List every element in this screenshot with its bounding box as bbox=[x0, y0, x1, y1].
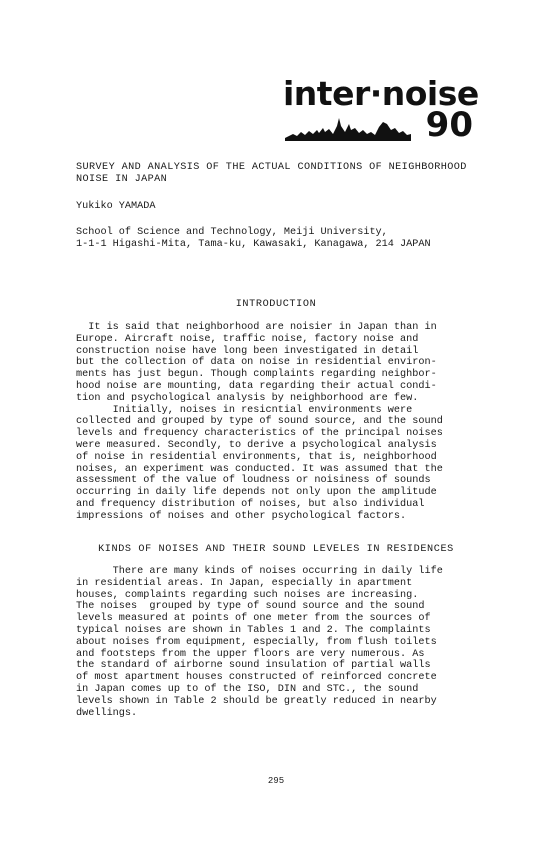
kinds-of-noises-body: There are many kinds of noises occurring in daily life in residential areas. In Japan, especially in apartment houses, complaints regarding such noises are increasing. The noises grouped by type of sound source and the sound levels measured at points of one meter from the sources of typical noises are shown in Tables 1 and 2. The complaints about noises from equipment, especially, from flush toilets and footsteps from the upper floors are very numerous. As the standard of airborne sound insulation of partial walls of most apartment houses constructed of reinforced concrete in Japan comes up to of the ISO, DIN and STC., the sound levels shown in Table 2 should be greatly reduced in nearby dwellings. bbox=[76, 566, 443, 719]
section-heading-introduction: INTRODUCTION bbox=[235, 299, 317, 310]
author-name: Yukiko YAMADA bbox=[76, 201, 156, 212]
author-affiliation: School of Science and Technology, Meiji University, 1-1-1 Higashi-Mita, Tama-ku, Kawasaki, Kanagawa, 214 JAPAN bbox=[76, 227, 431, 250]
logo-year: 90 bbox=[425, 105, 473, 145]
city-skyline-icon bbox=[283, 112, 413, 142]
paper-title: SURVEY AND ANALYSIS OF THE ACTUAL CONDITIONS OF NEIGHBORHOOD NOISE IN JAPAN bbox=[76, 162, 467, 185]
conference-logo bbox=[283, 74, 479, 146]
introduction-body: It is said that neighborhood are noisier in Japan than in Europe. Aircraft noise, traffic noise, factory noise and construction noise have long been investigated in detail but the collection of data on noise in residential environ- ments has just begun. Though complaints regarding neighbor- hood noise are mounting, data regarding their actual condi- tion and psychological analysis by neighborhood are few. Initially, noises in resicntial environments were collected and grouped by type of sound source, and the sound levels and frequency characteristics of the principal noises were measured. Secondly, to derive a psychological analysis of noise in residential environments, that is, neighborhood noises, an experiment was conducted. It was assumed that the assessment of the value of loudness or noisiness of sounds occurring in daily life depends not only upon the amplitude and frequency distribution of noises, but also individual impressions of noises and other psychological factors. bbox=[76, 322, 443, 522]
logo-text: inter·noise bbox=[283, 74, 479, 113]
page-number: 295 bbox=[267, 776, 285, 786]
section-heading-kinds-of-noises: KINDS OF NOISES AND THEIR SOUND LEVELES IN RESIDENCES bbox=[98, 544, 454, 555]
